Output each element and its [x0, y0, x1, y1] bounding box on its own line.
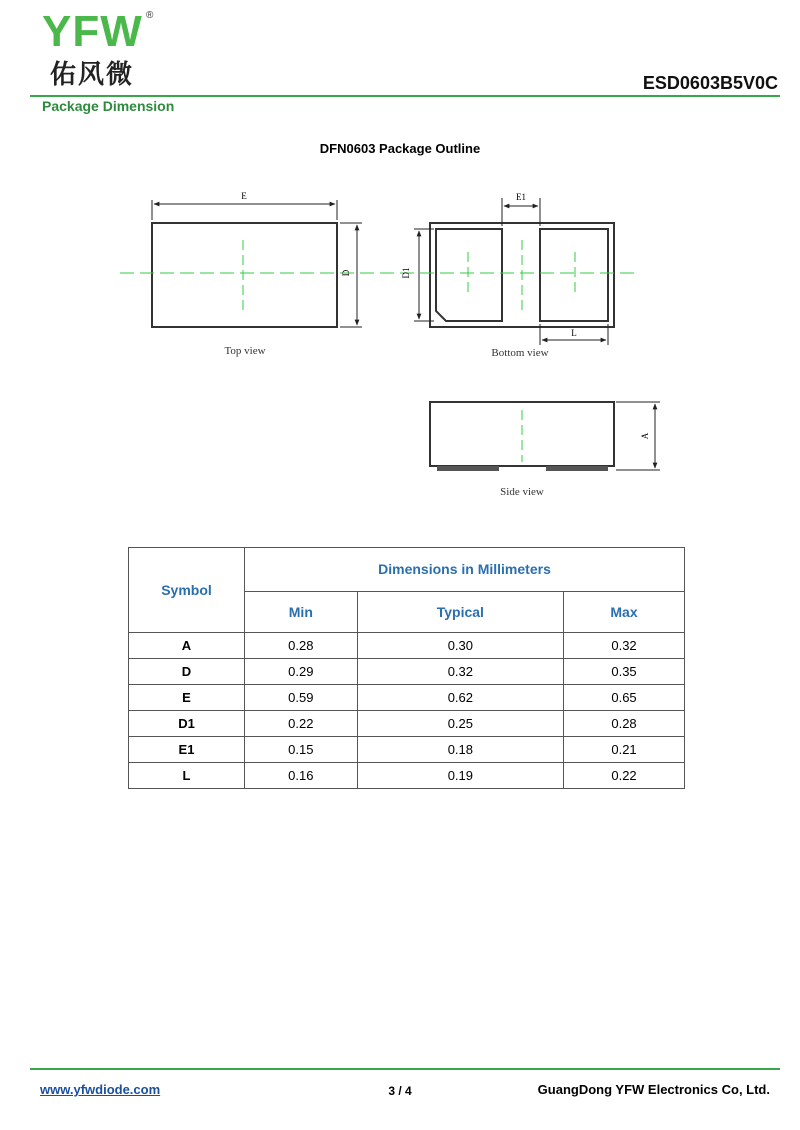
cell-min: 0.15 [245, 737, 358, 763]
symbol-header: Symbol [129, 548, 245, 633]
label-L: L [571, 328, 577, 338]
cell-symbol: E1 [129, 737, 245, 763]
col-header-max: Max [564, 591, 685, 633]
cell-max: 0.28 [564, 711, 685, 737]
cell-symbol: D [129, 659, 245, 685]
col-header-typical: Typical [357, 591, 563, 633]
cell-symbol: A [129, 633, 245, 659]
part-number: ESD0603B5V0C [642, 73, 778, 93]
cell-max: 0.35 [564, 659, 685, 685]
label-D: D [341, 269, 351, 277]
label-A: A [640, 432, 650, 440]
dimensions-table [128, 547, 685, 789]
registered-mark: ® [146, 10, 154, 21]
cell-typical: 0.30 [357, 633, 563, 659]
table-row [129, 763, 685, 789]
cell-symbol: L [129, 763, 245, 789]
caption-top-view: Top view [224, 345, 266, 357]
cell-symbol: E [129, 685, 245, 711]
cell-min: 0.29 [245, 659, 358, 685]
cell-min: 0.59 [245, 685, 358, 711]
label-E1: E1 [516, 192, 526, 202]
cell-max: 0.32 [564, 633, 685, 659]
label-D1: D1 [401, 267, 411, 279]
company-name: GuangDong YFW Electronics Co, Ltd. [537, 1082, 770, 1097]
cell-typical: 0.62 [357, 685, 563, 711]
cell-min: 0.28 [245, 633, 358, 659]
website-link[interactable]: www.yfwdiode.com [40, 1082, 161, 1097]
caption-side-view: Side view [500, 486, 544, 498]
cell-typical: 0.18 [357, 737, 563, 763]
cell-max: 0.22 [564, 763, 685, 789]
logo-chinese-name: 佑风微 [50, 60, 135, 90]
table-row [129, 685, 685, 711]
table-row [129, 711, 685, 737]
package-outline-drawing [0, 0, 800, 520]
dimensions-group-header: Dimensions in Millimeters [245, 548, 685, 592]
top-view [120, 200, 395, 327]
side-view [430, 402, 660, 471]
col-header-min: Min [245, 591, 358, 633]
page-number: 3 / 4 [388, 1084, 412, 1098]
label-E: E [241, 191, 247, 201]
cell-typical: 0.19 [357, 763, 563, 789]
cell-max: 0.21 [564, 737, 685, 763]
cell-typical: 0.32 [357, 659, 563, 685]
bottom-view [400, 198, 640, 345]
cell-max: 0.65 [564, 685, 685, 711]
cell-typical: 0.25 [357, 711, 563, 737]
cell-min: 0.22 [245, 711, 358, 737]
caption-bottom-view: Bottom view [491, 347, 549, 359]
section-title: Package Dimension [42, 98, 175, 114]
cell-symbol: D1 [129, 711, 245, 737]
cell-min: 0.16 [245, 763, 358, 789]
table-row [129, 633, 685, 659]
logo-letters: YFW [42, 7, 143, 56]
outline-title: DFN0603 Package Outline [319, 141, 481, 156]
table-row [129, 659, 685, 685]
footer-divider [30, 1068, 780, 1070]
table-row [129, 737, 685, 763]
